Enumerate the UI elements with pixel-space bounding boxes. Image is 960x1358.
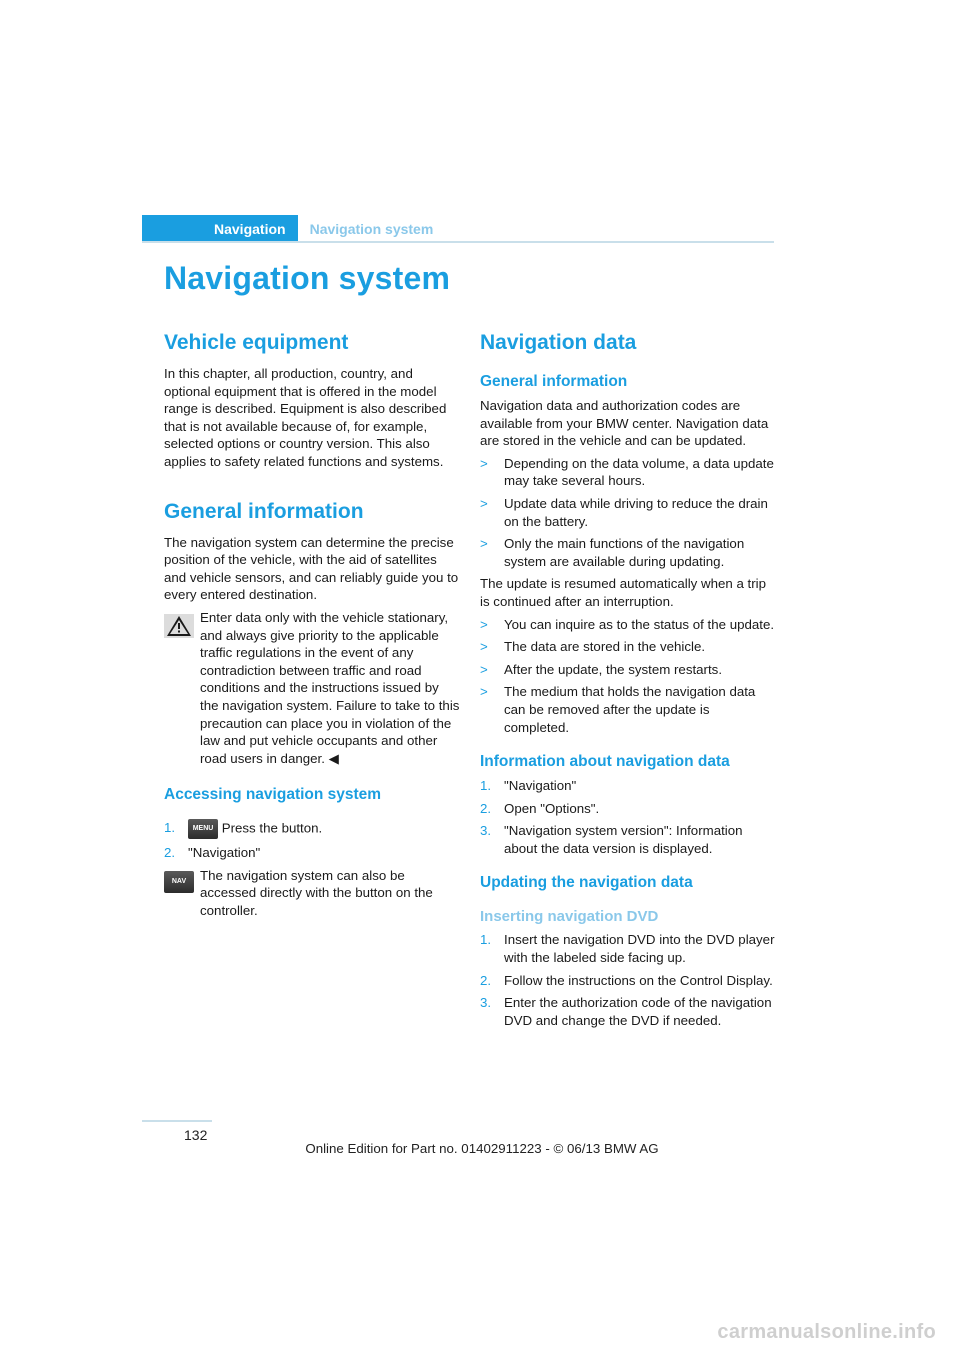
page-title: Navigation system — [164, 260, 451, 296]
list-item — [164, 844, 460, 862]
general-information-heading: General information — [164, 499, 364, 523]
header-divider — [142, 241, 774, 243]
list-item — [480, 495, 776, 530]
list-item — [480, 455, 776, 490]
nav-note-text: The navigation system can also be accessed directly with the button on the controller. — [200, 867, 433, 919]
general-information-text: The navigation system can determine the precise position of the vehicle, with the aid of satellites and vehicle sensors, and can reliably guide you to every entered destination. — [164, 534, 459, 603]
bullet-text: The data are stored in the vehicle. — [504, 639, 706, 655]
list-item — [480, 661, 776, 679]
step-text: Open "Options". — [504, 800, 600, 816]
warning-paragraph — [164, 609, 460, 767]
list-item — [480, 638, 776, 656]
bullet-text: After the update, the system restarts. — [504, 661, 723, 677]
step-number: 2. — [164, 845, 176, 861]
step-number: 2. — [480, 972, 492, 988]
bullet-marker: > — [480, 455, 488, 471]
bullet-marker: > — [480, 684, 488, 700]
updating-heading: Updating the navigation data — [480, 874, 693, 892]
nav-general-bullets-2 — [480, 616, 776, 737]
list-item — [480, 822, 776, 857]
running-header — [142, 215, 433, 243]
step-number: 3. — [480, 995, 492, 1011]
nav-general-text: Navigation data and authorization codes are available from your BMW center. Navigation data are stored in the vehicle and can be updated. — [480, 398, 769, 449]
list-item — [480, 535, 776, 570]
navigation-data-heading: Navigation data — [480, 331, 637, 354]
menu-button-icon: MENU — [188, 819, 218, 839]
step-number: 3. — [480, 823, 492, 839]
list-item — [480, 800, 776, 818]
list-item — [480, 994, 776, 1029]
header-section-label: Navigation — [142, 215, 298, 243]
warning-triangle-icon — [164, 614, 194, 638]
step-text: "Navigation system version": Information about the data version is displayed. — [504, 823, 743, 856]
nav-general-heading: General information — [480, 373, 628, 390]
vehicle-equipment-text: In this chapter, all production, country, and optional equipment that is offered in the model range is described. Equipment is also described that is not available because of, for example, selected options or country version. This also applies to safety related functions and systems. — [164, 366, 447, 469]
bullet-text: Update data while driving to reduce the drain on the battery. — [504, 495, 768, 529]
warning-body: Enter data only with the vehicle stationary, and always give priority to the applicable traffic regulations in the event of any contradiction between traffic and road conditions and the instructions issued by the navigation system. Failure to take to this precaution can place you in violation of the law and put vehicle occupants and other road users in danger. — [200, 609, 460, 766]
bullet-marker: > — [480, 495, 488, 511]
nav-note — [164, 867, 460, 920]
step-number: 1. — [480, 778, 492, 794]
list-item — [480, 777, 776, 795]
info-heading: Information about navigation data — [480, 753, 730, 771]
left-column — [164, 330, 460, 925]
list-item — [480, 616, 776, 634]
bullet-marker: > — [480, 661, 488, 677]
info-steps — [480, 777, 776, 857]
step-text: Follow the instructions on the Control Display. — [504, 972, 773, 988]
bullet-text: Depending on the data volume, a data update may take several hours. — [504, 455, 774, 489]
nav-button-icon: NAV — [164, 871, 194, 893]
list-item — [480, 931, 776, 966]
accessing-heading: Accessing navigation system — [164, 786, 382, 804]
list-item — [164, 819, 460, 839]
vehicle-equipment-heading: Vehicle equipment — [164, 331, 349, 354]
updating-steps — [480, 931, 776, 1029]
header-topic-label: Navigation system — [309, 221, 434, 237]
page-number-divider — [142, 1120, 212, 1122]
step-text: Enter the authorization code of the navigation DVD and change the DVD if needed. — [504, 995, 772, 1028]
nav-general-text2: The update is resumed automatically when a trip is continued after an interruption. — [480, 576, 767, 609]
bullet-marker: > — [480, 616, 488, 632]
warning-text — [164, 609, 460, 767]
step-text: Insert the navigation DVD into the DVD player with the labeled side facing up. — [504, 932, 775, 966]
inserting-dvd-heading: Inserting navigation DVD — [480, 908, 659, 926]
right-column — [480, 330, 776, 1034]
end-mark: ◀ — [328, 750, 339, 766]
bullet-text: The medium that holds the navigation data can be removed after the update is completed. — [504, 684, 756, 735]
step-text: "Navigation" — [188, 845, 261, 861]
edition-footer: Online Edition for Part no. 01402911223 - © 06/13 BMW AG — [305, 1141, 659, 1156]
list-item — [480, 972, 776, 990]
bullet-marker: > — [480, 536, 488, 552]
watermark-text: carmanualsonline.info — [717, 1321, 936, 1343]
step-number: 1. — [164, 820, 176, 836]
page-number: 132 — [184, 1127, 208, 1143]
bullet-marker: > — [480, 639, 488, 655]
step-number: 2. — [480, 800, 492, 816]
step-number: 1. — [480, 932, 492, 948]
list-item — [480, 683, 776, 736]
bullet-text: Only the main functions of the navigation system are available during updating. — [504, 536, 745, 569]
bullet-text: You can inquire as to the status of the update. — [504, 616, 775, 632]
nav-general-bullets — [480, 455, 776, 571]
step-text: Press the button. — [221, 820, 323, 836]
step-text: "Navigation" — [504, 778, 577, 794]
accessing-steps — [164, 819, 460, 862]
